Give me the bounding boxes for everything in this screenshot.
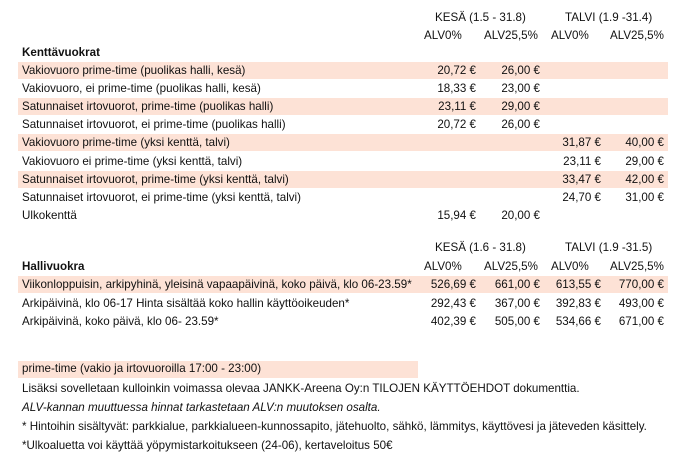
price-cell: 613,55 € [555, 278, 601, 291]
price-cell: 31,87 € [562, 136, 601, 150]
summer-period-header: KESÄ (1.5 - 31.8) [435, 11, 526, 24]
price-cell: 770,00 € [618, 278, 664, 291]
row-label: Arkipäivinä, klo 06-17 Hinta sisältää koko hallin käyttöoikeuden* [22, 296, 350, 310]
col-winter-alv0-2: ALV0% [551, 260, 589, 273]
note-overnight: *Ulkoaluetta voi käyttää yöpymistarkoitukseen (24-06), kertaveloitus 50€ [22, 439, 393, 452]
col-winter-alv0: ALV0% [551, 29, 589, 42]
price-cell: 15,94 € [437, 208, 476, 222]
col-summer-alv0-2: ALV0% [424, 260, 462, 273]
price-cell: 661,00 € [494, 278, 540, 291]
col-winter-alv255-2: ALV25,5% [610, 260, 664, 273]
note-terms: Lisäksi sovelletaan kulloinkin voimassa olevaa JANKK-Areena Oy:n TILOJEN KÄYTTÖEHDOT dokumenttia. [22, 382, 580, 395]
row-label: Ulkokenttä [22, 208, 77, 222]
winter-period-header: TALVI (1.9 -31.4) [565, 11, 653, 24]
price-cell: 29,00 € [501, 100, 540, 114]
row-label: Vakiovuoro prime-time (puolikas halli, kesä) [22, 64, 246, 77]
note-included: * Hintoihin sisältyvät: parkkialue, parkkialueen-kunnossapito, jätehuolto, sähkö, lämmitys, käyttövesi ja jäteveden käsittely. [22, 420, 647, 433]
col-summer-alv255-2: ALV25,5% [484, 260, 538, 273]
price-cell: 42,00 € [625, 172, 664, 186]
row-label: Satunnaiset irtovuorot, prime-time (puolikas halli) [22, 100, 274, 114]
note-vat: ALV-kannan muuttuessa hinnat tarkastetaan ALV:n muutoksen osalta. [22, 401, 381, 414]
price-cell: 29,00 € [625, 154, 664, 168]
col-summer-alv255: ALV25,5% [484, 29, 538, 42]
price-cell: 20,00 € [501, 208, 540, 222]
row-label: Vakiovuoro ei prime-time (yksi kenttä, talvi) [22, 154, 243, 168]
price-cell: 392,83 € [555, 296, 601, 310]
price-cell: 24,70 € [562, 190, 601, 204]
price-cell: 20,72 € [437, 118, 476, 132]
section-title-hallivuokra: Hallivuokra [22, 260, 85, 273]
price-cell: 31,00 € [625, 190, 664, 204]
price-cell: 23,11 € [438, 100, 476, 114]
section-title-kenttavuokrat: Kenttävuokrat [22, 46, 100, 59]
winter-period-header-2: TALVI (1.9 -31.5) [565, 241, 653, 254]
price-cell: 20,72 € [437, 64, 476, 77]
price-cell: 534,66 € [555, 315, 601, 328]
col-summer-alv0: ALV0% [424, 29, 462, 42]
price-cell: 23,00 € [501, 82, 540, 96]
price-cell: 367,00 € [494, 296, 540, 310]
row-label: Arkipäivinä, koko päivä, klo 06- 23.59* [22, 315, 219, 328]
row-label: Satunnaiset irtovuorot, prime-time (yksi kenttä, talvi) [22, 172, 289, 186]
price-cell: 292,43 € [430, 296, 476, 310]
price-cell: 26,00 € [501, 64, 540, 77]
price-cell: 402,39 € [430, 315, 476, 328]
price-cell: 40,00 € [625, 136, 664, 150]
price-cell: 671,00 € [618, 315, 664, 328]
price-cell: 18,33 € [437, 82, 476, 96]
row-label: Satunnaiset irtovuorot, ei prime-time (yksi kenttä, talvi) [22, 190, 301, 204]
price-cell: 26,00 € [501, 118, 540, 132]
price-cell: 505,00 € [494, 315, 540, 328]
price-cell: 33,47 € [562, 172, 601, 186]
col-winter-alv255: ALV25,5% [610, 29, 664, 42]
summer-period-header-2: KESÄ (1.6 - 31.8) [435, 241, 526, 254]
primetime-note: prime-time (vakio ja irtovuoroilla 17:00 - 23:00) [22, 362, 262, 375]
row-label: Satunnaiset irtovuorot, ei prime-time (puolikas halli) [22, 118, 286, 132]
price-cell: 493,00 € [618, 296, 664, 310]
row-label: Viikonloppuisin, arkipyhinä, yleisinä vapaapäivinä, koko päivä, klo 06-23.59* [22, 278, 412, 291]
row-label: Vakiovuoro prime-time (yksi kenttä, talvi) [22, 136, 230, 150]
row-label: Vakiovuoro, ei prime-time (puolikas halli, kesä) [22, 82, 261, 96]
price-cell: 526,69 € [430, 278, 476, 291]
price-cell: 23,11 € [563, 154, 601, 168]
